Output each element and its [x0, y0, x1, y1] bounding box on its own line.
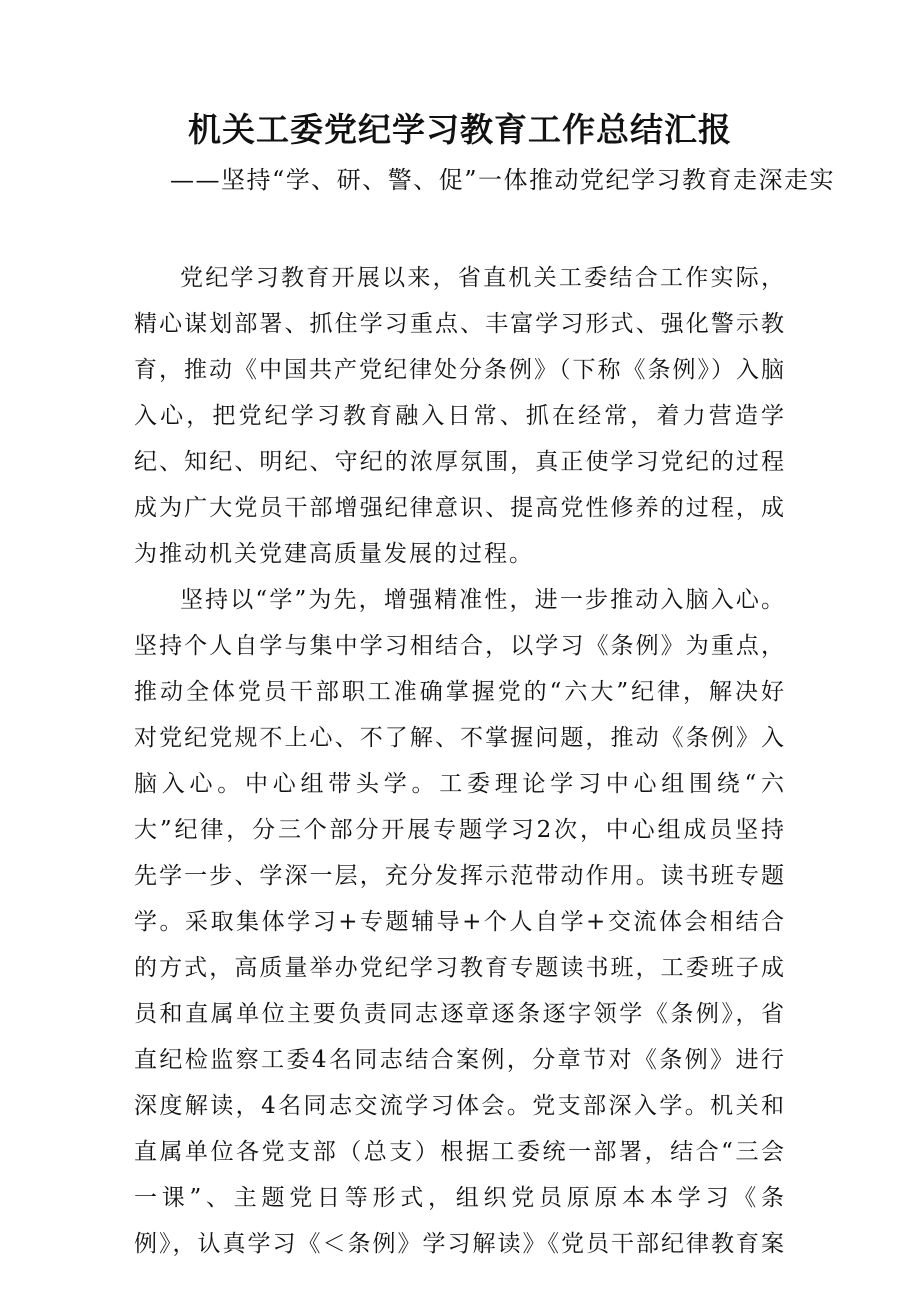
document-title: 机关工委党纪学习教育工作总结汇报 [188, 110, 732, 149]
document-subtitle: ——坚持“学、研、警、促”一体推动党纪学习教育走深走实 [170, 166, 836, 194]
paragraph-2: 坚持以“学”为先，增强精准性，进一步推动入脑入心。坚持个人自学与集中学习相结合，以学习《条例》为重点，推动全体党员干部职工准确掌握党的“六大”纪律，解决好对党纪党规不上心、不了解、不掌握问题，推动《条例》入脑入心。中心组带头学。工委理论学习中心组围绕“六大”纪律，分三个部分开展专题学习2次，中心组成员坚持先学一步、学深一层，充分发挥示范带动作用。读书班专题学。采取集体学习+专题辅导+个人自学+交流体会相结合的方式，高质量举办党纪学习教育专题读书班，工委班子成员和直属单位主要负责同志逐章逐条逐字领学《条例》，省直纪检监察工委4名同志结合案例，分章节对《条例》进行深度解读，4名同志交流学习体会。党支部深入学。机关和直属单位各党支部（总支）根据工委统一部署，结合“三会一课”、主题党日等形式，组织党员原原本本学习《条例》，认真学习《＜条例》学习解读》《党员干部纪律教育案 [134, 587, 786, 1257]
document-body [134, 255, 786, 1267]
paragraph-1: 党纪学习教育开展以来，省直机关工委结合工作实际，精心谋划部署、抓住学习重点、丰富学习形式、强化警示教育，推动《中国共产党纪律处分条例》（下称《条例》）入脑入心，把党纪学习教育融入日常、抓在经常，着力营造学纪、知纪、明纪、守纪的浓厚氛围，真正使学习党纪的过程成为广大党员干部增强纪律意识、提高党性修养的过程，成为推动机关党建高质量发展的过程。 [134, 265, 786, 567]
